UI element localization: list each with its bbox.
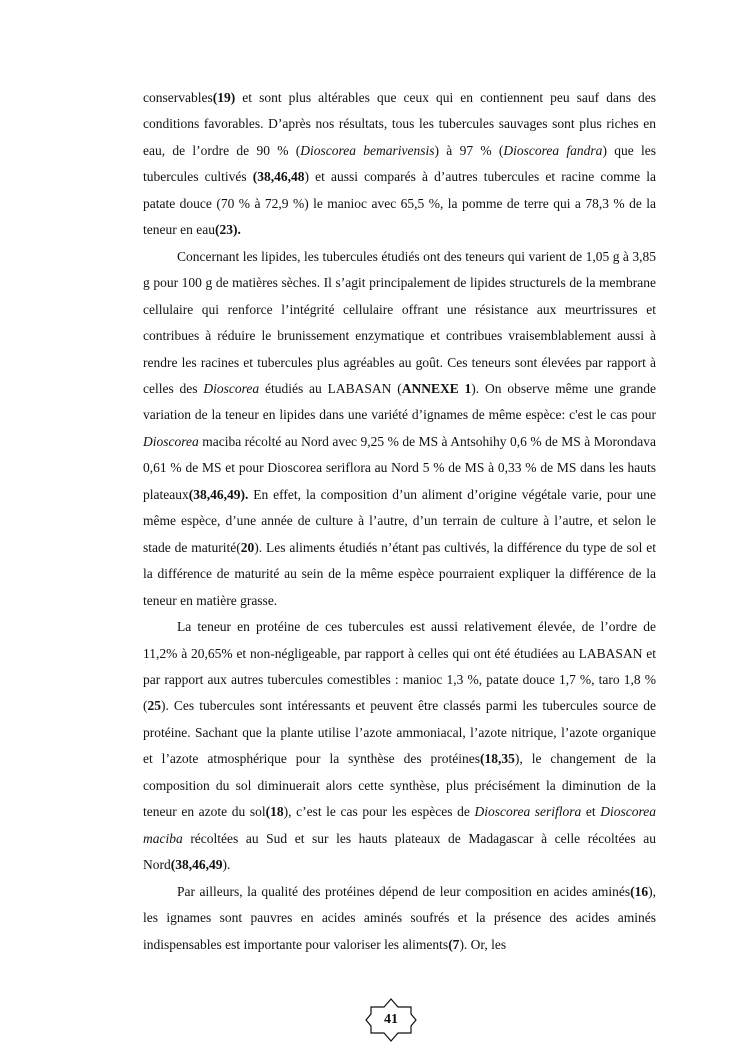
paragraph-amino-acids: [143, 879, 656, 958]
species-name: Dioscorea fandra: [503, 142, 603, 158]
text-run: Concernant les lipides, les tubercules étudiés ont des teneurs qui varient de 1,05 g à 3,85 g pour 100 g de matières sèches. Il s’agit principalement de lipides structurels de la membrane cellulaire qui renforce l’intégrité cellulaire offrant une résistance aux meurtrissures et contribues à réduire le brunissement enzymatique et contribues vraisemblablement aussi à rendre les racines et tubercules plus agréables au goût. Ces teneurs sont élevées par rapport à celles des: [143, 248, 656, 396]
text-run: et sont plus altérables que ceux qui en contiennent peu sauf dans des conditions favorables. D’après nos résultats, tous les tubercules sauvages sont plus riches en eau, de l’ordre de 90 % (: [143, 90, 656, 158]
paragraph-water-content: [143, 85, 656, 244]
text-run: récoltées au Sud et sur les hauts plateaux de Madagascar à celle récoltées au Nord: [143, 830, 656, 873]
species-name: Dioscorea: [203, 380, 260, 396]
citation: 25: [147, 698, 161, 714]
species-name: Dioscorea maciba: [143, 804, 657, 846]
citation: (38,46,49: [170, 857, 223, 873]
text-run: ). Ces tubercules sont intéressants et peuvent être classés parmi les tubercules source de protéine. Sachant que la plante utilise l’azote ammoniacal, l’azote nitrique, l’azote organique et l’azote atmosphérique pour la synthèse des protéines: [143, 698, 656, 767]
text-run: En effet, la composition d’un aliment d’origine végétale varie, pour une même espèce, d’une année de culture à l’autre, d’un terrain de culture à l’autre, et selon le stade de maturité(: [143, 486, 656, 555]
species-name: Dioscorea seriflora: [474, 804, 582, 820]
text-run: maciba récolté au Nord avec 9,25 % de MS à Antsohihy 0,6 % de MS à Morondava 0,61 % de MS et pour Dioscorea seriflora au Nord 5 % de MS à 0,33 % de MS dans les hauts plateaux: [143, 433, 656, 502]
text-run: et: [581, 804, 601, 820]
annex-reference: ANNEXE 1: [401, 380, 472, 396]
text-run: La teneur en protéine de ces tubercules est aussi relativement élevée, de l’ordre de 11,2% à 20,65% et non-négligeable, par rapport à celles qui ont été étudiées au LABASAN et par rapport aux autres tubercules comestibles : manioc 1,3 %, patate douce 1,7 %, taro 1,8 %(: [143, 619, 656, 714]
species-name: Dioscorea bemarivensis: [300, 142, 435, 158]
citation: (7: [448, 936, 460, 952]
body-text: [143, 85, 656, 958]
text-run: ), les ignames sont pauvres en acides aminés soufrés et la présence des acides aminés indispensables est importante pour valoriser les aliments: [143, 883, 656, 952]
text-run: ), c’est le cas pour les espèces de: [283, 804, 475, 820]
text-run: Par ailleurs, la qualité des protéines dépend de leur composition en acides aminés: [177, 883, 631, 899]
text-run: ) que les tubercules cultivés: [143, 142, 656, 185]
species-name: Dioscorea: [143, 433, 199, 449]
text-run: ). Or, les: [459, 936, 507, 952]
citation: (18,35: [480, 751, 515, 767]
paragraph-proteins: [143, 614, 656, 879]
citation: (18: [265, 804, 284, 820]
citation: (19): [212, 90, 236, 105]
text-run: ). On observe même une grande variation de la teneur en lipides dans une variété d’ignames de même espèce: c'est le cas pour: [143, 380, 657, 423]
citation: (16: [630, 883, 649, 899]
page-number-badge: [364, 997, 418, 1043]
text-run: ).: [222, 857, 231, 873]
text-run: ) et aussi comparés à d’autres tubercules et racine comme la patate douce (70 % à 72,9 %) le manioc avec 65,5 %, la pomme de terre qui a 78,3 % de la teneur en eau: [143, 169, 656, 238]
page-number: 41: [384, 1012, 398, 1027]
citation: (38,46,49).: [188, 486, 249, 502]
citation: (38,46,48: [252, 169, 305, 185]
text-run: conservables: [143, 90, 213, 105]
citation: (23).: [214, 222, 241, 238]
paragraph-lipids: [143, 244, 656, 614]
text-run: ), le changement de la composition du sol diminuerait alors cette synthèse, plus précisément la diminution de la teneur en azote du sol: [143, 751, 656, 820]
text-run: ) à 97 % (: [434, 142, 504, 158]
text-run: ). Les aliments étudiés n’étant pas cultivés, la différence du type de sol et la différence de maturité au sein de la même espèce pourraient expliquer la différence de la teneur en matière grasse.: [143, 539, 656, 608]
citation: 20: [240, 539, 255, 555]
text-run: étudiés au LABASAN (: [259, 380, 402, 396]
